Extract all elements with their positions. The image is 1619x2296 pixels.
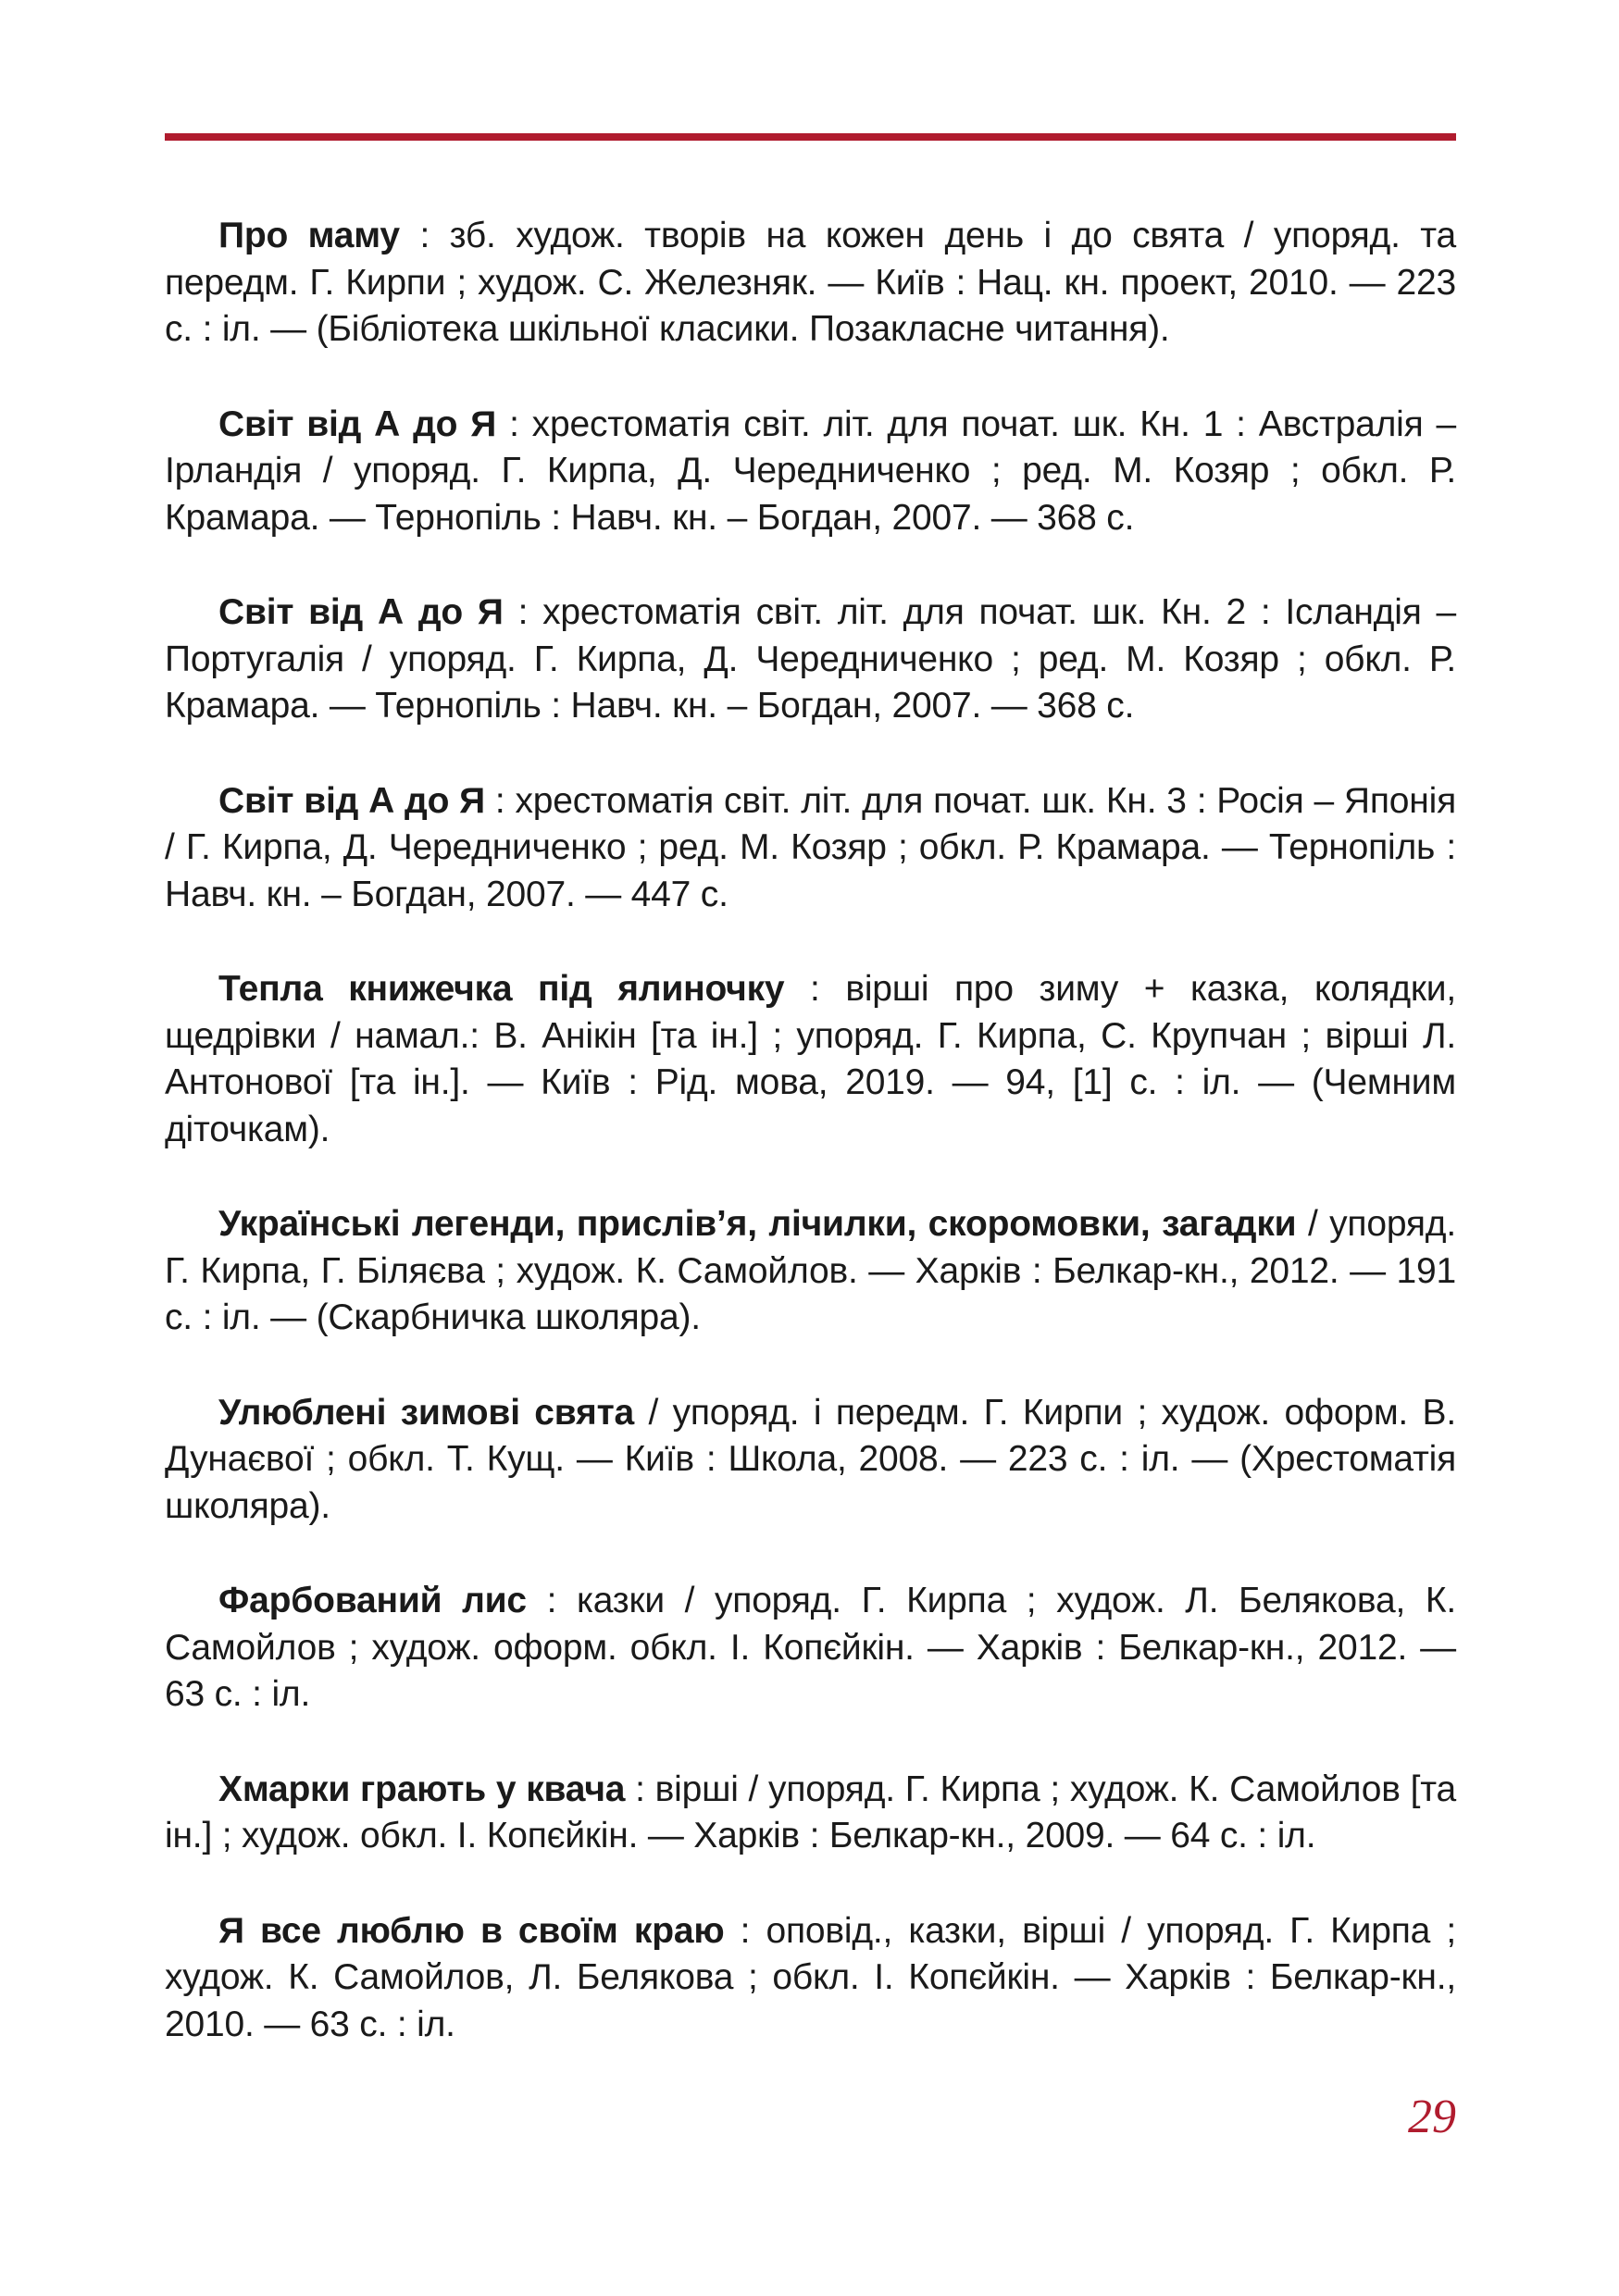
entry-details: : казки / упоряд. Г. Кирпа ; худож. Л. Белякова, К. Самойлов ; худож. оформ. обкл. І. Копєйкін. — Харків : Белкар-кн., 2012. — 63 с. : іл. <box>165 1581 1456 1714</box>
bibliography-entry <box>165 966 1456 1153</box>
entry-title: Українські легенди, прислів’я, лічилки, скоромовки, загадки <box>218 1204 1297 1244</box>
entry-title: Хмарки грають у квача <box>218 1769 626 1809</box>
bibliography-list <box>165 213 1456 2096</box>
bibliography-entry <box>165 213 1456 354</box>
entry-title: Тепла книжечка під ялиночку <box>218 969 785 1009</box>
entry-title: Я все люблю в своїм краю <box>218 1910 725 1951</box>
entry-details: / упоряд. Г. Кирпа, Г. Біляєва ; худож. К. Самойлов. — Харків : Белкар-кн., 2012. — 191 с. : іл. — (Скарбничка школяра). <box>165 1204 1456 1337</box>
entry-details: / упоряд. і передм. Г. Кирпи ; худож. оформ. В. Дунаєвої ; обкл. Т. Кущ. — Київ : Школа, 2008. — 223 с. : іл. — (Хрестоматія школяра). <box>165 1392 1456 1526</box>
entry-title: Світ від А до Я <box>218 592 504 632</box>
entry-details: : хрестоматія світ. літ. для почат. шк. Кн. 3 : Росія – Японія / Г. Кирпа, Д. Чередниченко ; ред. М. Козяр ; обкл. Р. Крамара. — Тернопіль : Навч. кн. – Богдан, 2007. — 447 с. <box>165 780 1456 914</box>
entry-details: : хрестоматія світ. літ. для почат. шк. Кн. 1 : Австралія – Ірландія / упоряд. Г. Кирпа, Д. Чередниченко ; ред. М. Козяр ; обкл. Р. Крамара. — Тернопіль : Навч. кн. – Богдан, 2007. — 368 с. <box>165 403 1456 538</box>
bibliography-entry <box>165 778 1456 919</box>
entry-title: Про маму <box>218 216 400 255</box>
page-number: 29 <box>1408 2091 1456 2143</box>
bibliography-entry <box>165 1578 1456 1719</box>
bibliography-entry <box>165 590 1456 730</box>
entry-title: Фарбований лис <box>218 1581 527 1620</box>
entry-title: Улюблені зимові свята <box>218 1392 634 1433</box>
entry-details: : хрестоматія світ. літ. для почат. шк. Кн. 2 : Ісландія – Португалія / упоряд. Г. Кирпа, Д. Чередниченко ; ред. М. Козяр ; обкл. Р. Крамара. — Тернопіль : Навч. кн. – Богдан, 2007. — 368 с. <box>165 592 1456 726</box>
bibliography-entry <box>165 1767 1456 1860</box>
bibliography-entry <box>165 1908 1456 2049</box>
entry-details: : вірші / упоряд. Г. Кирпа ; худож. К. Самойлов [та ін.] ; худож. обкл. І. Копєйкін. — Харків : Белкар-кн., 2009. — 64 с. : іл. <box>165 1769 1456 1855</box>
entry-details: : зб. худож. творів на кожен день і до свята / упоряд. та передм. Г. Кирпи ; худож. С. Железняк. — Київ : Нац. кн. проект, 2010. — 223 с. : іл. — (Бібліотека шкільної класики. Позакласне читання). <box>165 216 1457 349</box>
entry-title: Світ від А до Я <box>218 403 497 444</box>
bibliography-entry <box>165 1201 1456 1342</box>
entry-details: : вірші про зиму + казка, колядки, щедрівки / намал.: В. Анікін [та ін.] ; упоряд. Г. Кирпа, С. Крупчан ; вірші Л. Антонової [та ін.]. — Київ : Рід. мова, 2019. — 94, [1] с. : іл. — (Чемним діточкам). <box>165 969 1456 1149</box>
header-rule <box>165 133 1456 141</box>
bibliography-entry <box>165 1390 1456 1531</box>
entry-title: Світ від А до Я <box>218 780 485 821</box>
bibliography-entry <box>165 402 1456 542</box>
entry-details: : оповід., казки, вірші / упоряд. Г. Кирпа ; худож. К. Самойлов, Л. Белякова ; обкл. І. Копєйкін. — Харків : Белкар-кн., 2010. — 63 с. : іл. <box>165 1910 1456 2044</box>
